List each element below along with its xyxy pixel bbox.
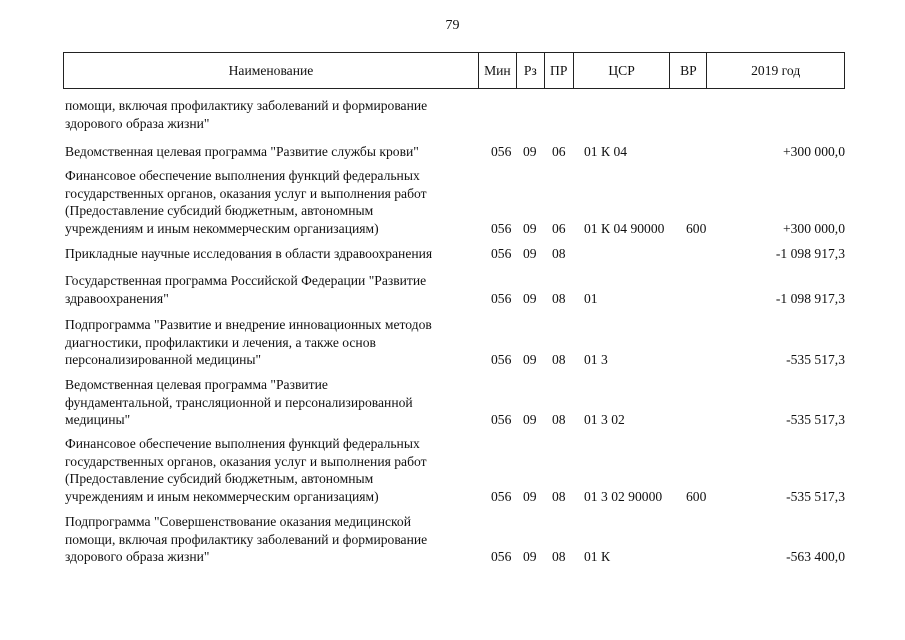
page-number: 79	[445, 18, 460, 33]
row-pr: 08	[552, 412, 566, 428]
row-amount: -1 098 917,3	[775, 246, 845, 261]
row-name: Ведомственная целевая программа "Развитие фундаментальной, трансляционной и персонализированной медицины"	[65, 377, 413, 428]
row-pr: 08	[552, 549, 566, 565]
row-min: 056	[491, 352, 512, 368]
row-vr: 600	[686, 220, 707, 236]
row-csr: 01 3	[584, 352, 608, 368]
row-min: 056	[491, 549, 512, 565]
header-name: Наименование	[64, 53, 479, 88]
row-min: 056	[491, 488, 512, 504]
row-csr: 01	[584, 290, 598, 306]
row-name: Прикладные научные исследования в области здравоохранения	[65, 246, 433, 261]
row-csr: 01 3 02 90000	[584, 488, 663, 504]
table-header	[63, 52, 845, 89]
row-csr: 01 К 04 90000	[584, 220, 665, 236]
row-min: 056	[491, 290, 512, 306]
row-rz: 09	[523, 488, 537, 504]
row-csr: 01 3 02	[584, 412, 625, 428]
header-rz: Рз	[517, 53, 545, 88]
row-rz: 09	[523, 290, 537, 306]
row-name: Подпрограмма "Совершенствование оказания медицинской помощи, включая профилактику заболеваний и формирование здорового образа жизни"	[65, 514, 428, 565]
row-pr: 08	[552, 488, 566, 504]
row-csr: 01 К 04	[584, 144, 628, 159]
row-rz: 09	[523, 220, 537, 236]
row-min: 056	[491, 220, 512, 236]
row-min: 056	[491, 144, 512, 159]
row-name: Государственная программа Российской Федерации "Развитие здравоохранения"	[65, 273, 427, 306]
row-pr: 08	[552, 352, 566, 368]
row-pr: 06	[552, 220, 566, 236]
row-name: Финансовое обеспечение выполнения функций федеральных государственных органов, оказания услуг и выполнения работ (Предоставление субсидий бюджетным, автономным учреждениям и иным некоммерческим организациям)	[65, 168, 427, 236]
row-name: Финансовое обеспечение выполнения функций федеральных государственных органов, оказания услуг и выполнения работ (Предоставление субсидий бюджетным, автономным учреждениям и иным некоммерческим организациям)	[65, 436, 427, 504]
row-amount: -1 098 917,3	[775, 290, 845, 306]
row-pr: 08	[552, 246, 566, 261]
row-rz: 09	[523, 549, 537, 565]
row-rz: 09	[523, 246, 537, 261]
row-csr: 01 К	[584, 549, 611, 565]
header-pr: ПР	[545, 53, 574, 88]
row-amount: -535 517,3	[786, 488, 845, 504]
row-rz: 09	[523, 352, 537, 368]
row-min: 056	[491, 246, 512, 261]
row-amount: +300 000,0	[782, 220, 845, 236]
row-amount: -535 517,3	[786, 352, 845, 368]
row-name: Ведомственная целевая программа "Развитие службы крови"	[65, 144, 419, 159]
row-rz: 09	[523, 144, 537, 159]
row-vr: 600	[686, 488, 707, 504]
row-pr: 08	[552, 290, 566, 306]
header-vr: ВР	[670, 53, 707, 88]
row-min: 056	[491, 412, 512, 428]
row-amount: -563 400,0	[786, 549, 845, 565]
row-amount: +300 000,0	[782, 144, 845, 159]
row-amount: -535 517,3	[786, 412, 845, 428]
header-csr: ЦСР	[574, 53, 671, 88]
row-pr: 06	[552, 144, 566, 159]
header-year: 2019 год	[751, 62, 801, 78]
row-rz: 09	[523, 412, 537, 428]
row-name: помощи, включая профилактику заболеваний и формирование здорового образа жизни"	[65, 98, 428, 131]
row-name: Подпрограмма "Развитие и внедрение инновационных методов диагностики, профилактики и лечения, а также основ персонализированной медицины"	[65, 317, 432, 368]
header-min: Мин	[479, 53, 517, 88]
